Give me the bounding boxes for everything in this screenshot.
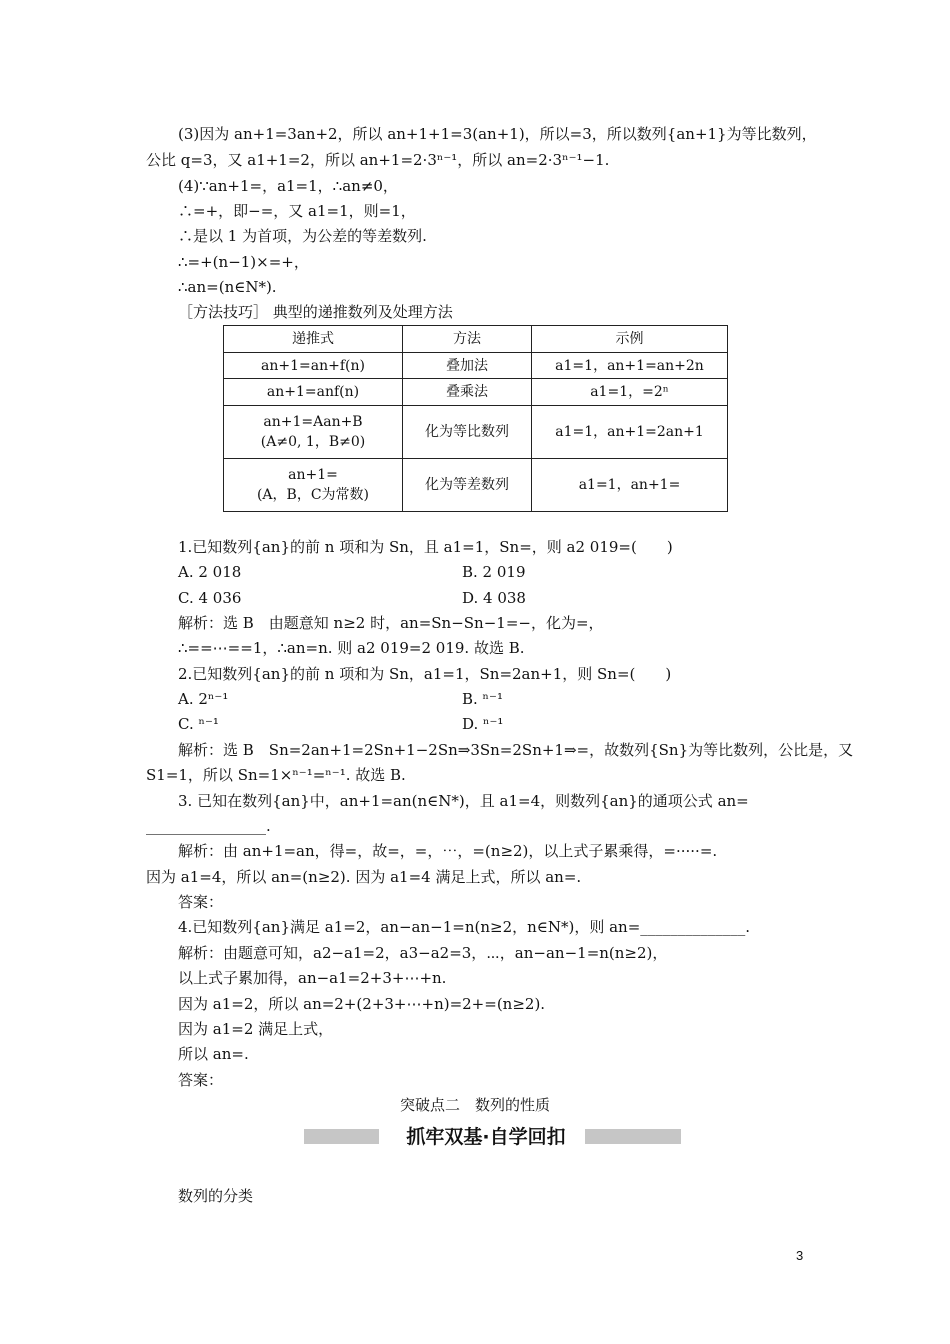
table-header-cell: 递推式 — [224, 326, 403, 353]
solution-4-line-3: ∴是以 1 为首项，为公差的等差数列. — [178, 227, 427, 245]
solution-4-line-5: ∴an=(n∈N*). — [178, 278, 277, 296]
formula-condition: (A≠0, 1，B≠0) — [260, 434, 366, 450]
table-header-cell: 方法 — [403, 326, 532, 353]
banner-bar-right — [585, 1129, 681, 1144]
question-3-blank: ________________. — [146, 817, 271, 835]
table-row — [224, 459, 728, 512]
question-3: 3. 已知在数列{an}中，an+1=an(n∈N*)，且 a1=4，则数列{an}的通项公式 an= — [178, 792, 749, 810]
question-2-solution-line-2: S1=1，所以 Sn=1×ⁿ⁻¹=ⁿ⁻¹. 故选 B. — [146, 766, 406, 784]
method-cell: 叠乘法 — [403, 379, 532, 406]
solution-3-line-2: 公比 q=3，又 a1+1=2，所以 an+1=2·3ⁿ⁻¹，所以 an=2·3ⁿ⁻¹−1. — [146, 151, 610, 169]
question-1-option-a: A. 2 018 — [178, 563, 242, 581]
table-row — [224, 353, 728, 379]
question-1: 1.已知数列{an}的前 n 项和为 Sn，且 a1=1，Sn=，则 a2 019=( ) — [178, 538, 673, 556]
question-2-solution-line-1: 解析：选 B Sn=2an+1=2Sn+1−2Sn⇒3Sn=2Sn+1⇒=，故数列{Sn}为等比数列，公比是，又 — [178, 741, 854, 759]
question-4-solution-line-4: 因为 a1=2 满足上式， — [178, 1020, 334, 1038]
formula-condition: (A，B，C为常数) — [256, 487, 370, 503]
formula-cell — [224, 459, 403, 512]
subsection-title: 数列的分类 — [178, 1187, 254, 1205]
table-row — [224, 406, 728, 459]
example-cell: a1=1，an+1=2an+1 — [532, 406, 728, 459]
solution-3-line-1: (3)因为 an+1=3an+2，所以 an+1+1=3(an+1)，所以=3，所以数列{an+1}为等比数列， — [178, 125, 817, 143]
question-3-solution-line-1: 解析：由 an+1=an，得=，故=，=，⋯，=(n≥2)，以上式子累乘得，=·····=. — [178, 842, 718, 860]
question-4-solution-line-2: 以上式子累加得，an−a1=2+3+⋯+n. — [178, 969, 447, 987]
method-cell: 叠加法 — [403, 353, 532, 379]
example-cell: a1=1，an+1=an+2n — [532, 353, 728, 379]
example-cell: a1=1，=2ⁿ — [532, 379, 728, 406]
question-4: 4.已知数列{an}满足 a1=2，an−an−1=n(n≥2，n∈N*)，则 an=______________. — [178, 918, 751, 936]
formula-line: an+1= — [288, 467, 338, 483]
table-header-cell: 示例 — [532, 326, 728, 353]
solution-4-line-2: ∴=+，即−=，又 a1=1，则=1， — [178, 202, 416, 220]
question-4-solution-line-1: 解析：由题意可知，a2−a1=2，a3−a2=3，⋯，an−an−1=n(n≥2)， — [178, 944, 668, 962]
solution-4-line-4: ∴=+(n−1)×=+， — [178, 253, 309, 271]
table-row — [224, 379, 728, 406]
question-1-option-b: B. 2 019 — [462, 563, 526, 581]
question-1-solution-line-1: 解析：选 B 由题意知 n≥2 时，an=Sn−Sn−1=−，化为=， — [178, 614, 604, 632]
question-2-option-a: A. 2ⁿ⁻¹ — [178, 690, 229, 708]
question-1-option-c: C. 4 036 — [178, 589, 242, 607]
question-2: 2.已知数列{an}的前 n 项和为 Sn，a1=1，Sn=2an+1，则 Sn=( ) — [178, 665, 672, 683]
banner-title: 抓牢双基·自学回扣 — [406, 1126, 566, 1148]
question-2-option-c: C. ⁿ⁻¹ — [178, 715, 219, 733]
solution-4-line-1: (4)∵an+1=，a1=1，∴an≠0， — [178, 177, 398, 195]
formula-cell: an+1=an+f(n) — [224, 353, 403, 379]
question-4-solution-line-5: 所以 an=. — [178, 1045, 249, 1063]
method-cell: 化为等比数列 — [403, 406, 532, 459]
question-1-solution-line-2: ∴==⋯==1，∴an=n. 则 a2 019=2 019. 故选 B. — [178, 639, 525, 657]
table-header-row — [224, 326, 728, 353]
method-cell: 化为等差数列 — [403, 459, 532, 512]
question-4-answer-label: 答案： — [178, 1071, 224, 1089]
example-cell: a1=1，an+1= — [532, 459, 728, 512]
question-2-option-d: D. ⁿ⁻¹ — [462, 715, 504, 733]
page-number: 3 — [796, 1248, 804, 1263]
formula-cell — [224, 406, 403, 459]
question-1-option-d: D. 4 038 — [462, 589, 526, 607]
section-heading: 突破点二 数列的性质 — [399, 1096, 550, 1114]
question-4-solution-line-3: 因为 a1=2，所以 an=2+(2+3+⋯+n)=2+=(n≥2). — [178, 995, 546, 1013]
formula-line: an+1=Aan+B — [263, 414, 363, 430]
method-tips-heading: ［方法技巧］ 典型的递推数列及处理方法 — [178, 303, 453, 321]
question-2-option-b: B. ⁿ⁻¹ — [462, 690, 503, 708]
question-3-solution-line-2: 因为 a1=4，所以 an=(n≥2). 因为 a1=4 满足上式，所以 an=. — [146, 868, 582, 886]
banner-bar-left — [304, 1129, 379, 1144]
formula-cell: an+1=anf(n) — [224, 379, 403, 406]
recurrence-table — [223, 325, 728, 512]
section-banner — [304, 1125, 681, 1149]
question-3-answer-label: 答案： — [178, 893, 224, 911]
